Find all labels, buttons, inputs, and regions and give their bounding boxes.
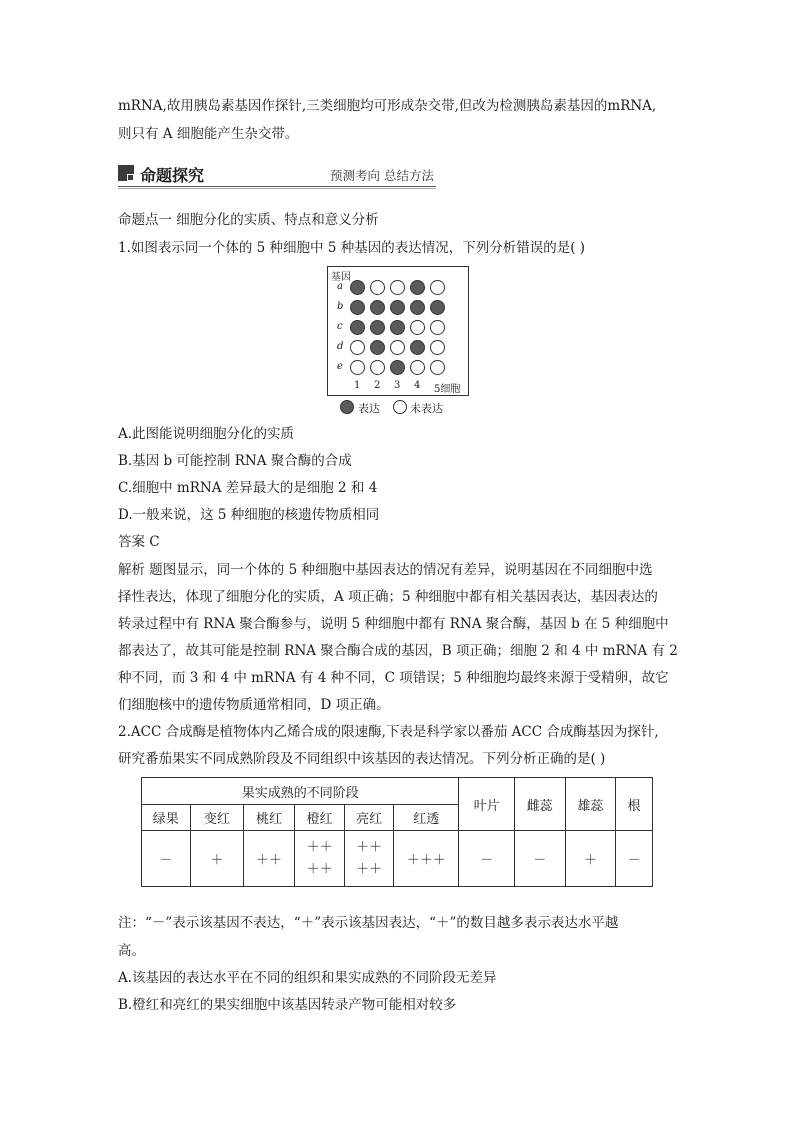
expressed-dot — [410, 300, 425, 315]
gene-row-label: d — [337, 341, 344, 352]
cell-column-label: 3 — [394, 380, 401, 391]
q2-option-b: B.橙红和亮红的果实细胞中该基因转录产物可能相对较多 — [118, 997, 457, 1013]
table-header-row — [142, 778, 653, 805]
expressed-dot — [390, 300, 405, 315]
q1-option-c: C.细胞中 mRNA 差异最大的是细胞 2 和 4 — [118, 480, 378, 496]
section-title: 命题探究 — [140, 166, 205, 185]
q1-analysis-line-1: 解析 题图显示，同一个体的 5 种细胞中基因表达的情况有差异，说明基因在不同细胞中选 — [118, 562, 653, 578]
cell-column-label: 1 — [354, 380, 361, 391]
cell-column-label: 2 — [374, 380, 381, 391]
tissue-value: － — [459, 831, 515, 887]
stage-value: ＋＋＋ — [394, 831, 459, 887]
question-2-stem-1: 2.ACC 合成酶是植物体内乙烯合成的限速酶,下表是科学家以番茄 ACC 合成酶基因为探针, — [118, 724, 659, 740]
stage-value: － — [142, 831, 191, 887]
q2-option-a: A.该基因的表达水平在不同的组织和果实成熟的不同阶段无差异 — [118, 970, 497, 986]
intro-line-1: mRNA,故用胰岛素基因作探针,三类细胞均可形成杂交带,但改为检测胰岛素基因的mRNA, — [118, 98, 657, 114]
expressed-dot — [390, 320, 405, 335]
figure-axis-title: 基因 — [331, 272, 351, 283]
expressed-dot — [410, 280, 425, 295]
stage-value: ＋＋ — [244, 831, 295, 887]
question-2-stem-2: 研究番茄果实不同成熟阶段及不同组织中该基因的表达情况。下列分析正确的是( ) — [118, 751, 606, 767]
not-expressed-dot — [430, 340, 445, 355]
expressed-dot — [350, 280, 365, 295]
stage-header: 绿果 — [142, 805, 191, 831]
section-rule-thin — [118, 188, 436, 189]
not-expressed-dot — [390, 340, 405, 355]
gene-expression-figure — [327, 266, 469, 396]
stage-value: ＋＋ ＋＋ — [294, 831, 345, 887]
expressed-dot — [370, 340, 385, 355]
tissue-header: 雄蕊 — [565, 778, 616, 831]
gene-row-label: b — [337, 301, 344, 312]
stage-header: 桃红 — [244, 805, 295, 831]
table-value-row — [142, 831, 653, 887]
expressed-dot — [350, 320, 365, 335]
tissue-header: 叶片 — [459, 778, 515, 831]
not-expressed-dot — [430, 320, 445, 335]
expressed-dot — [390, 360, 405, 375]
stage-group-header: 果实成熟的不同阶段 — [142, 778, 459, 805]
expressed-dot — [430, 300, 445, 315]
legend-filled-circle-icon — [340, 400, 354, 414]
section-rule — [118, 186, 436, 187]
table-note-line-2: 高。 — [118, 943, 145, 959]
not-expressed-dot — [350, 340, 365, 355]
gene-row-label: a — [337, 281, 343, 292]
section-subtitle: 预测考向 总结方法 — [330, 168, 434, 183]
expression-table — [141, 777, 653, 887]
not-expressed-dot — [430, 280, 445, 295]
gene-row-label: c — [337, 321, 343, 332]
tissue-value: － — [616, 831, 653, 887]
tissue-value: ＋ — [565, 831, 616, 887]
legend-empty-circle-icon — [393, 400, 407, 414]
not-expressed-dot — [430, 360, 445, 375]
not-expressed-dot — [370, 280, 385, 295]
stage-header: 橙红 — [294, 805, 345, 831]
q1-analysis-line-6: 们细胞核中的遗传物质通常相同，D 项正确。 — [118, 697, 390, 713]
tissue-header: 根 — [616, 778, 653, 831]
q1-analysis-line-5: 种不同，而 3 和 4 中 mRNA 有 4 种不同，C 项错误；5 种细胞均最终来源于受精卵，故它 — [118, 670, 669, 686]
tissue-header: 雌蕊 — [514, 778, 565, 831]
expressed-dot — [410, 340, 425, 355]
intro-line-2: 则只有 A 细胞能产生杂交带。 — [118, 126, 299, 142]
question-1-stem: 1.如图表示同一个体的 5 种细胞中 5 种基因的表达情况，下列分析错误的是( ) — [118, 240, 586, 256]
q1-option-a: A.此图能说明细胞分化的实质 — [118, 426, 295, 442]
legend-expressed: 表达 — [358, 402, 380, 415]
expressed-dot — [370, 300, 385, 315]
table-note-line-1: 注：“－”表示该基因不表达，“＋”表示该基因表达，“＋”的数目越多表示表达水平越 — [118, 915, 619, 931]
q1-option-d: D.一般来说，这 5 种细胞的核遗传物质相同 — [118, 507, 380, 523]
expressed-dot — [350, 300, 365, 315]
section-square-icon — [118, 165, 134, 181]
point-heading: 命题点一 细胞分化的实质、特点和意义分析 — [118, 212, 379, 228]
q1-analysis-line-3: 转录过程中有 RNA 聚合酶参与，说明 5 种细胞中都有 RNA 聚合酶，基因 b 在 5 种细胞中 — [118, 616, 669, 632]
not-expressed-dot — [410, 360, 425, 375]
gene-row-label: e — [337, 361, 343, 372]
q1-analysis-line-2: 择性表达，体现了细胞分化的实质，A 项正确；5 种细胞中都有相关基因表达，基因表达的 — [118, 589, 658, 605]
stage-header: 亮红 — [345, 805, 394, 831]
not-expressed-dot — [350, 360, 365, 375]
cell-column-label: 5细胞 — [434, 384, 461, 395]
stage-value: ＋ — [190, 831, 244, 887]
expressed-dot — [370, 320, 385, 335]
stage-value: ＋＋ ＋＋ — [345, 831, 394, 887]
cell-column-label: 4 — [414, 380, 421, 391]
tissue-value: － — [514, 831, 565, 887]
stage-header: 红透 — [394, 805, 459, 831]
q1-option-b: B.基因 b 可能控制 RNA 聚合酶的合成 — [118, 453, 352, 469]
stage-header: 变红 — [190, 805, 244, 831]
q1-analysis-line-4: 都表达了，故其可能是控制 RNA 聚合酶合成的基因，B 项正确；细胞 2 和 4 中 mRNA 有 2 — [118, 643, 678, 659]
not-expressed-dot — [390, 280, 405, 295]
legend-not-expressed: 未表达 — [410, 402, 443, 415]
not-expressed-dot — [410, 320, 425, 335]
not-expressed-dot — [370, 360, 385, 375]
q1-answer: 答案 C — [118, 534, 160, 550]
